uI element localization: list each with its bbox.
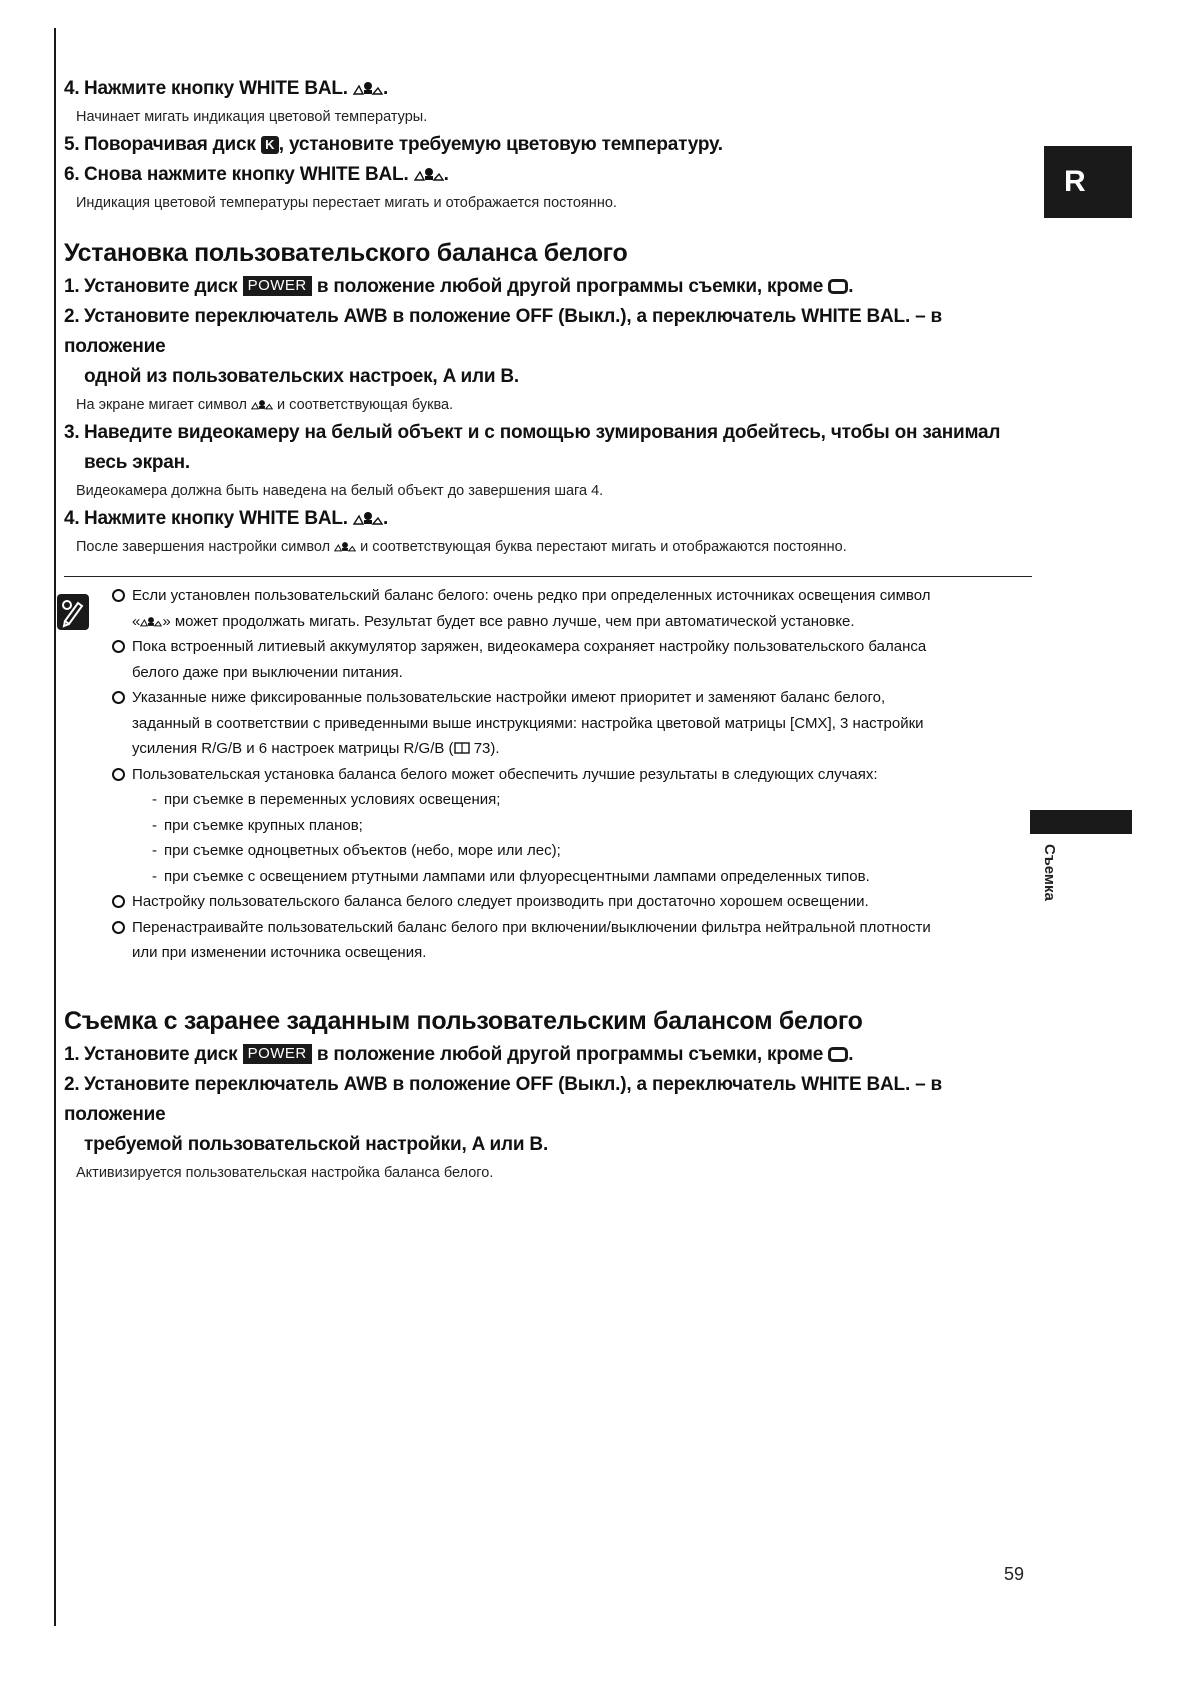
section1-step-4-desc: [64, 534, 1032, 560]
note-item: [112, 685, 1032, 762]
binding-line: [54, 28, 56, 1626]
note-quote-open: «: [132, 612, 141, 630]
circle-bullet-icon: [112, 895, 125, 908]
step-number: 5.: [64, 134, 80, 155]
desc-text-after: и соответствующая буква перестают мигать и отображаются постоянно.: [360, 539, 847, 555]
note-text-line2: белого даже при выключении питания.: [132, 663, 403, 681]
power-badge: POWER: [243, 1044, 312, 1064]
step-text: Наведите видеокамеру на белый объект и с помощью зумирования добейтесь, чтобы он занимал: [84, 422, 1001, 443]
circle-bullet-icon: [112, 589, 125, 602]
step-end: .: [848, 1043, 854, 1065]
note-text: Перенастраивайте пользовательский баланс белого при включении/выключении фильтра нейтральной плотности: [132, 918, 931, 936]
note-item: [112, 915, 1032, 966]
circle-bullet-icon: [112, 768, 125, 781]
step-text-cont: весь экран.: [84, 452, 191, 473]
note-item: [112, 634, 1032, 685]
step-text-after: в положение любой другой программы съемки, кроме: [316, 1043, 824, 1065]
notes-pencil-icon: [56, 593, 90, 631]
step-number: 4.: [64, 508, 80, 529]
section2-step-2-desc: Активизируется пользовательская настройка баланса белого.: [76, 1164, 494, 1181]
step-4-top: [64, 74, 1032, 104]
step-number: 2.: [64, 306, 80, 327]
note-text-line2: заданный в соответствии с приведенными выше инструкциями: настройка цветовой матрицы [CMX], 3 настройки: [132, 714, 924, 732]
step-number: 1.: [64, 1043, 80, 1065]
auto-mode-icon: [828, 1047, 848, 1062]
note-text: Настройку пользовательского баланса белого следует производить при достаточно хорошем освещении.: [132, 893, 869, 910]
chapter-letter: R: [1064, 165, 1086, 198]
step-4-top-desc: Начинает мигать индикация цветовой температуры.: [76, 109, 428, 125]
note-sub-item: - при съемке крупных планов;: [152, 813, 1032, 839]
section1-step-4: [64, 504, 1032, 534]
desc-text-after: и соответствующая буква.: [277, 397, 454, 413]
white-balance-icon: [140, 616, 162, 627]
circle-bullet-icon: [112, 691, 125, 704]
notes-list: [112, 583, 1032, 966]
step-text-after: , установите требуемую цветовую температуру.: [278, 134, 723, 155]
step-text: Установите переключатель AWB в положение OFF (Выкл.), а переключатель WHITE BAL. – в положение: [64, 1073, 943, 1125]
step-number: 1.: [64, 276, 80, 297]
section2-step-1: [64, 1040, 1032, 1070]
white-balance-icon: [334, 541, 356, 552]
step-number: 2.: [64, 1073, 80, 1095]
step-text-cont: одной из пользовательских настроек, A или B.: [84, 366, 519, 387]
note-text: Указанные ниже фиксированные пользовательские настройки имеют приоритет и заменяют баланс белого,: [132, 689, 886, 706]
step-5-top: [64, 130, 1032, 160]
book-reference-icon: [454, 742, 470, 754]
step-number: 3.: [64, 422, 80, 443]
section-heading-preset-wb: Съемка с заранее заданным пользовательским балансом белого: [64, 1006, 863, 1035]
note-text-line2: [132, 609, 1032, 635]
section1-step-3-desc: Видеокамера должна быть наведена на белый объект до завершения шага 4.: [76, 483, 604, 499]
step-end: .: [382, 78, 389, 99]
note-item: [112, 889, 1032, 915]
note-text: Если установлен пользовательский баланс белого: очень редко при определенных источниках освещения символ: [132, 587, 931, 604]
step-text: Нажмите кнопку WHITE BAL.: [84, 78, 348, 99]
step-text: Установите диск: [84, 276, 238, 297]
step-end: .: [382, 508, 389, 529]
section1-step-2: [64, 302, 1032, 392]
power-badge: POWER: [243, 276, 312, 296]
step-number: 4.: [64, 78, 80, 99]
note-item: [112, 762, 1032, 890]
white-balance-icon: [414, 167, 444, 181]
step-text: Установите переключатель AWB в положение OFF (Выкл.), а переключатель WHITE BAL. – в положение: [64, 306, 943, 357]
desc-text: После завершения настройки символ: [76, 539, 331, 555]
step-text: Снова нажмите кнопку WHITE BAL.: [84, 164, 409, 185]
page-reference: 73).: [473, 740, 500, 757]
chapter-tab: [1044, 146, 1132, 218]
page-number: 59: [1004, 1564, 1025, 1584]
note-text: Пока встроенный литиевый аккумулятор заряжен, видеокамера сохраняет настройку пользовательского баланса: [132, 638, 927, 655]
note-sub-item: - при съемке с освещением ртутными лампами или флуоресцентными лампами определенных типов.: [152, 864, 1032, 890]
step-text-after: в положение любой другой программы съемки, кроме: [316, 276, 824, 297]
note-text-line3: [132, 736, 1032, 762]
step-text: Поворачивая диск: [84, 134, 256, 155]
page-content: [64, 74, 1032, 1186]
section-tab: [1038, 844, 1062, 916]
section-heading-custom-wb: Установка пользовательского баланса белого: [64, 239, 628, 267]
desc-text: На экране мигает символ: [76, 397, 247, 413]
note-text-after: » может продолжать мигать. Результат будет все равно лучше, чем при автоматической установке.: [162, 612, 855, 630]
step-number: 6.: [64, 164, 80, 185]
section1-step-1: [64, 272, 1032, 302]
white-balance-icon: [353, 511, 383, 525]
step-text: Нажмите кнопку WHITE BAL.: [84, 508, 348, 529]
white-balance-icon: [353, 81, 383, 95]
note-text: Пользовательская установка баланса белого может обеспечить лучшие результаты в следующих случаях:: [132, 765, 878, 783]
dial-k-icon: K: [261, 136, 279, 154]
step-text-cont: требуемой пользовательской настройки, A или B.: [84, 1133, 549, 1155]
note-sub-item: - при съемке одноцветных объектов (небо, море или лес);: [152, 838, 1032, 864]
section-tab-bar: [1030, 810, 1132, 834]
section1-step-3: [64, 418, 1032, 478]
note-text-part: усиления R/G/B и 6 настроек матрицы R/G/B (: [132, 740, 454, 757]
circle-bullet-icon: [112, 640, 125, 653]
step-6-top-desc: Индикация цветовой температуры перестает мигать и отображается постоянно.: [76, 195, 617, 211]
note-item: [112, 583, 1032, 634]
step-end: .: [443, 164, 449, 185]
step-end: .: [848, 276, 854, 297]
section-tab-label: Съемка: [1041, 844, 1058, 901]
notes-block: [64, 576, 1032, 966]
section2-step-2: [64, 1070, 1032, 1160]
note-sub-item: - при съемке в переменных условиях освещения;: [152, 787, 1032, 813]
note-text-line2: или при изменении источника освещения.: [132, 944, 427, 961]
section1-step-2-desc: [64, 392, 1032, 418]
note-sub-list: [152, 787, 1032, 889]
white-balance-icon: [251, 399, 273, 410]
auto-mode-icon: [828, 279, 848, 294]
step-text: Установите диск: [84, 1043, 238, 1065]
step-6-top: [64, 160, 1032, 190]
circle-bullet-icon: [112, 921, 125, 934]
